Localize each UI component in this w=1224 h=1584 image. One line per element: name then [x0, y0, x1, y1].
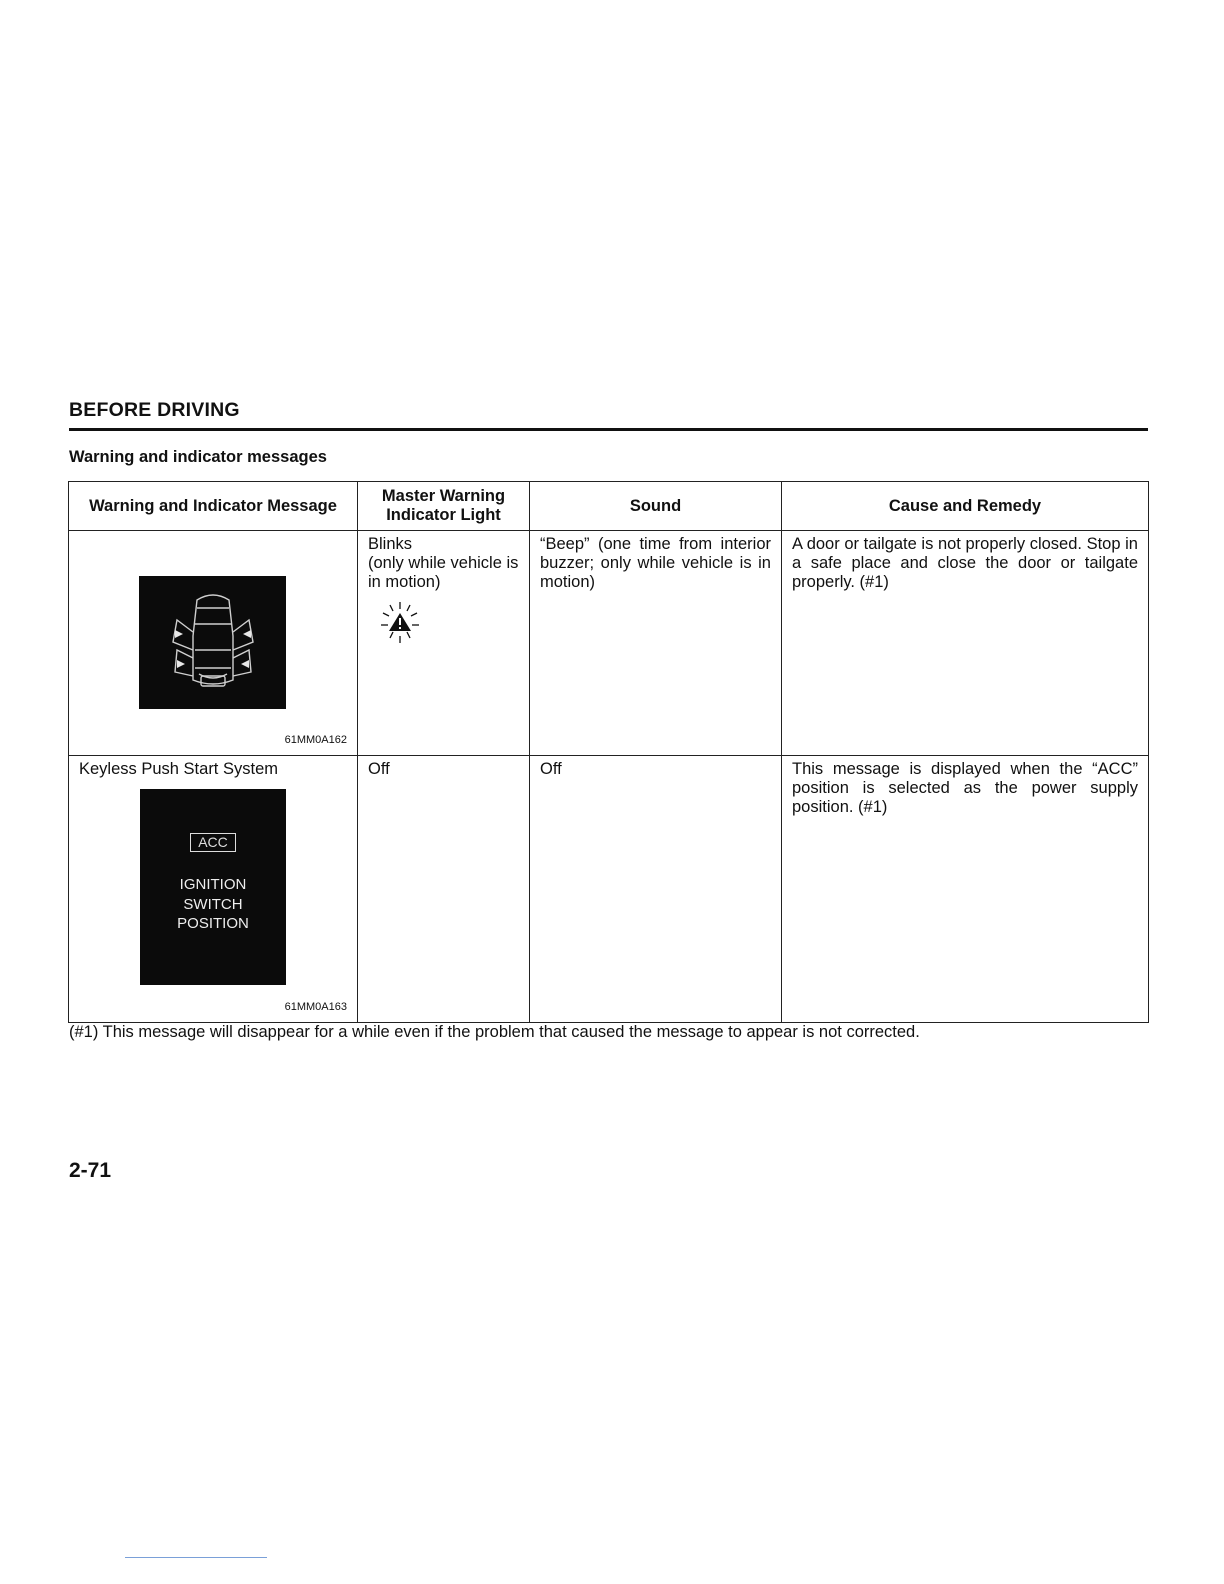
- sound-cell: Off: [530, 756, 782, 1023]
- ignition-text: IGNITION SWITCH POSITION: [177, 876, 249, 932]
- car-door-open-icon: [139, 576, 286, 709]
- table-row: [69, 531, 1149, 756]
- table-row: [69, 756, 1149, 1023]
- section-rule: [69, 428, 1148, 431]
- sound-cell: “Beep” (one time from interior buzzer; only while vehicle is in motion): [530, 531, 782, 756]
- footnote: (#1) This message will disappear for a while even if the problem that caused the message to appear is not corrected.: [69, 1023, 920, 1041]
- master-light-cell: Off: [358, 756, 530, 1023]
- message-cell: [69, 531, 358, 756]
- master-light-cell: [358, 531, 530, 756]
- ignition-position-display: [140, 789, 286, 985]
- table-header-row: [69, 482, 1149, 531]
- cause-cell: This message is displayed when the “ACC” position is selected as the power supply position. (#1): [782, 756, 1149, 1023]
- image-code: 61MM0A162: [284, 734, 347, 746]
- message-label: Keyless Push Start System: [79, 760, 278, 778]
- bottom-divider: [125, 1557, 267, 1558]
- cause-cell: A door or tailgate is not properly closed. Stop in a safe place and close the door or tailgate properly. (#1): [782, 531, 1149, 756]
- column-header: Warning and Indicator Message: [69, 482, 358, 531]
- subtitle: Warning and indicator messages: [69, 448, 327, 466]
- page-number: 2-71: [69, 1159, 112, 1182]
- column-header: Master Warning Indicator Light: [358, 482, 530, 531]
- image-code: 61MM0A163: [284, 1001, 347, 1013]
- warning-messages-table: [68, 481, 1149, 1023]
- master-warning-blinking-icon: [370, 600, 430, 648]
- acc-badge: ACC: [190, 833, 236, 852]
- column-header: Cause and Remedy: [782, 482, 1149, 531]
- section-title: BEFORE DRIVING: [69, 399, 240, 421]
- message-cell: [69, 756, 358, 1023]
- door-open-display: [139, 576, 286, 709]
- master-light-text: Blinks (only while vehicle is in motion): [368, 535, 519, 591]
- column-header: Sound: [530, 482, 782, 531]
